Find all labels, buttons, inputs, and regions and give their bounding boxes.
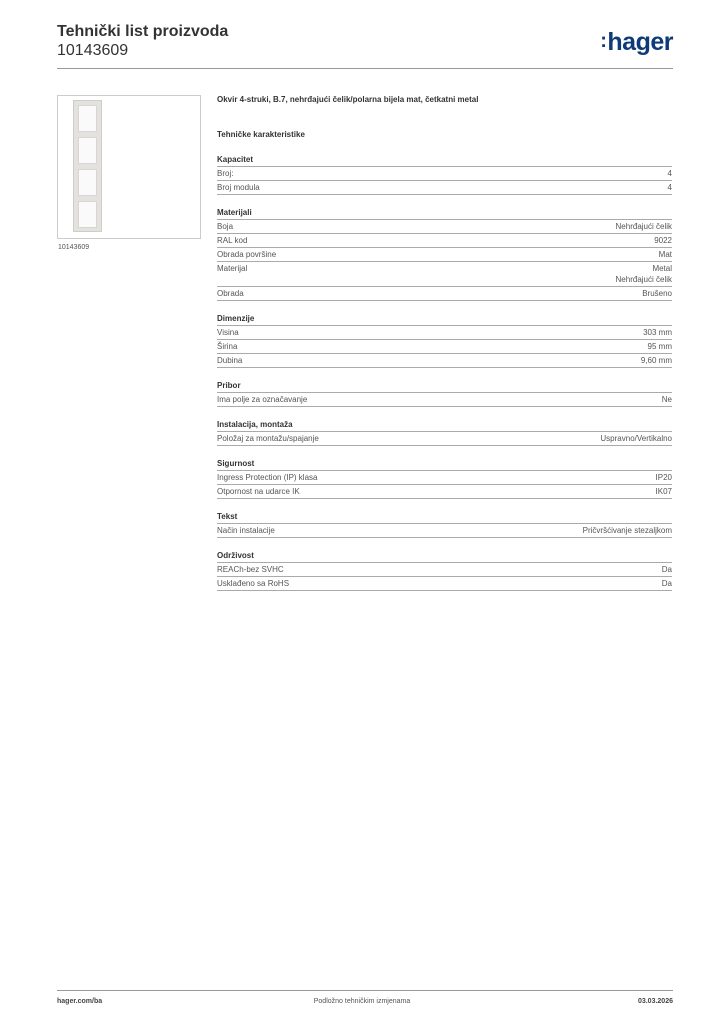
characteristics-heading: Tehničke karakteristike bbox=[217, 130, 305, 139]
section-title: Kapacitet bbox=[217, 154, 672, 167]
spec-label: Otpornost na udarce IK bbox=[217, 487, 300, 496]
product-number: 10143609 bbox=[57, 42, 129, 59]
spec-value: 303 mm bbox=[643, 328, 672, 337]
spec-row bbox=[217, 485, 672, 499]
section-title: Tekst bbox=[217, 511, 672, 524]
spec-value: Uspravno/Vertikalno bbox=[600, 434, 672, 443]
spec-row bbox=[217, 354, 672, 368]
footer-divider bbox=[57, 990, 673, 991]
spec-row bbox=[217, 340, 672, 354]
spec-value: IK07 bbox=[655, 487, 672, 496]
spec-label: Broj modula bbox=[217, 183, 260, 192]
spec-value: Brušeno bbox=[642, 289, 672, 298]
spec-section bbox=[217, 313, 672, 368]
spec-row bbox=[217, 262, 672, 287]
spec-value: Ne bbox=[661, 395, 672, 404]
spec-label: Položaj za montažu/spajanje bbox=[217, 434, 319, 443]
spec-label: Materijal bbox=[217, 264, 248, 273]
spec-value: 4 bbox=[667, 183, 672, 192]
spec-sections bbox=[217, 154, 672, 591]
spec-value: Metal Nehrđajući čelik bbox=[615, 264, 672, 284]
spec-label: Ingress Protection (IP) klasa bbox=[217, 473, 318, 482]
spec-section bbox=[217, 419, 672, 446]
spec-section bbox=[217, 550, 672, 591]
spec-row bbox=[217, 432, 672, 446]
footer-date: 03.03.2026 bbox=[637, 998, 673, 1005]
spec-row bbox=[217, 220, 672, 234]
section-title: Instalacija, montaža bbox=[217, 419, 672, 432]
product-description: Okvir 4-struki, B.7, nehrđajući čelik/polarna bijela mat, četkatni metal bbox=[217, 95, 479, 104]
image-caption: 10143609 bbox=[58, 244, 90, 251]
footer-website[interactable]: hager.com/ba bbox=[57, 998, 103, 1005]
spec-row bbox=[217, 287, 672, 301]
spec-value: Mat bbox=[658, 250, 672, 259]
spec-label: Usklađeno sa RoHS bbox=[217, 579, 290, 588]
spec-row bbox=[217, 471, 672, 485]
spec-value: IP20 bbox=[655, 473, 672, 482]
footer-note: Podložno tehničkim izmjenama bbox=[313, 998, 411, 1005]
spec-label: Broj: bbox=[217, 169, 234, 178]
spec-label: Obrada površine bbox=[217, 250, 277, 259]
header-divider bbox=[57, 68, 673, 69]
frame-illustration bbox=[73, 100, 102, 232]
spec-section bbox=[217, 154, 672, 195]
section-title: Materijali bbox=[217, 207, 672, 220]
spec-row bbox=[217, 248, 672, 262]
spec-value: Pričvršćivanje stezaljkom bbox=[582, 526, 672, 535]
spec-row bbox=[217, 167, 672, 181]
spec-row bbox=[217, 524, 672, 538]
spec-value: 95 mm bbox=[647, 342, 672, 351]
spec-section bbox=[217, 458, 672, 499]
spec-value: 4 bbox=[667, 169, 672, 178]
spec-label: Širina bbox=[217, 342, 238, 351]
spec-row bbox=[217, 181, 672, 195]
spec-section bbox=[217, 380, 672, 407]
page-header bbox=[57, 22, 228, 60]
spec-label: Način instalacije bbox=[217, 526, 275, 535]
spec-value: 9,60 mm bbox=[640, 356, 672, 365]
spec-row bbox=[217, 393, 672, 407]
spec-row bbox=[217, 577, 672, 591]
spec-label: Obrada bbox=[217, 289, 244, 298]
spec-section bbox=[217, 207, 672, 301]
spec-label: Ima polje za označavanje bbox=[217, 395, 308, 404]
section-title: Pribor bbox=[217, 380, 672, 393]
spec-value: Da bbox=[661, 565, 672, 574]
spec-row bbox=[217, 326, 672, 340]
hager-logo: :hager bbox=[600, 28, 673, 56]
spec-value: Nehrđajući čelik bbox=[615, 222, 672, 231]
spec-row bbox=[217, 563, 672, 577]
section-title: Sigurnost bbox=[217, 458, 672, 471]
spec-label: RAL kod bbox=[217, 236, 248, 245]
page-title: Tehnički list proizvoda bbox=[57, 23, 229, 40]
spec-label: Boja bbox=[217, 222, 234, 231]
spec-section bbox=[217, 511, 672, 538]
section-title: Dimenzije bbox=[217, 313, 672, 326]
section-title: Održivost bbox=[217, 550, 672, 563]
spec-content bbox=[217, 95, 672, 591]
spec-label: REACh-bez SVHC bbox=[217, 565, 284, 574]
spec-label: Dubina bbox=[217, 356, 243, 365]
spec-label: Visina bbox=[217, 328, 239, 337]
spec-value: 9022 bbox=[654, 236, 672, 245]
spec-row bbox=[217, 234, 672, 248]
spec-value: Da bbox=[661, 579, 672, 588]
product-image bbox=[57, 95, 201, 239]
